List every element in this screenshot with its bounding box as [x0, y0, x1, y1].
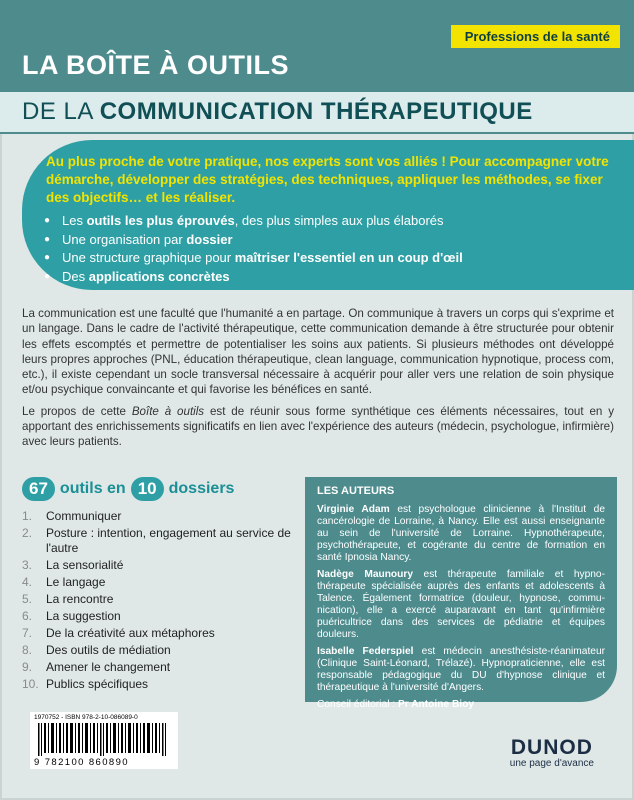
tools-count-badge: 67 [22, 477, 55, 501]
intro-lead: Au plus proche de votre pratique, nos experts sont vos alliés ! Pour accompagner votre démarche, développer des stratégies, des techniques, appliquer les méthodes, se fixer des objectifs… et les réaliser. [46, 154, 609, 205]
toc-item: 9. Amener le changement [22, 660, 171, 674]
folders-label: dossiers [168, 480, 235, 497]
toc-item: 3. La sensorialité [22, 558, 124, 572]
title-line-2-bold: COMMUNICATION THÉRAPEUTIQUE [99, 98, 533, 125]
publisher-logo [510, 736, 594, 769]
toc-item: 1. Communiquer [22, 509, 122, 523]
contents-summary [22, 477, 234, 501]
feature-item: ● Les outils les plus éprouvés, des plus simples aux plus élaborés [44, 212, 604, 231]
toc-item: 4. Le langage [22, 575, 106, 589]
barcode-number: 9 782100 860890 [34, 757, 129, 768]
editorial-advisor: Conseil éditorial : Pr Antoine Bioy [317, 699, 475, 710]
title-line-1: LA BOÎTE À OUTILS [22, 50, 289, 80]
authors-box [305, 477, 617, 710]
title-line-2-prefix: DE LA [22, 98, 100, 125]
toc-item: 2. Posture : intention, engagement au service de l'autre [22, 526, 291, 555]
collection-tag: Professions de la santé [451, 25, 620, 48]
isbn-text: 1970752 - ISBN 978-2-10-086089-0 [34, 714, 138, 721]
description-paragraph-1: La communication est une faculté que l'humanité a en partage. On communique à travers un corps qui s'exprime et un langage. Dans le cadre de l'activité thérapeutique, cette communication demande à être structurée pour obtenir les effets escomptés et permettre de potentialiser les soins aux patients. Si plusieurs méthodes ont développé leurs propres approches (PNL, éducation thérapeutique, clean language, communication hypnotique, process com, etc.), il existe cependant un socle transversal nécessaire à acquérir pour aller vers une relation de soin physique et/ou psychique convaincante et qui favorise les bénéfices en santé. [22, 307, 614, 397]
description-paragraph-2: Le propos de cette Boîte à outils est de réunir sous forme synthétique ces éléments nécessaires, tout en y apportant des enrichissements significatifs en lien avec l'expérience des auteurs (médecin, psychologue, infirmière) avec leurs patients. [22, 404, 615, 449]
toc-item: 6. La suggestion [22, 609, 121, 623]
authors-heading: LES AUTEURS [317, 485, 395, 497]
feature-item: ● Une structure graphique pour maîtriser l'essentiel en un coup d'œil [44, 249, 604, 268]
folders-count-badge: 10 [131, 477, 164, 501]
toc-item: 5. La rencontre [22, 592, 114, 606]
table-of-contents [22, 509, 292, 694]
feature-item: ● Des applications concrètes [44, 268, 604, 287]
toc-item: 8. Des outils de médiation [22, 643, 171, 657]
description [22, 306, 614, 456]
author-bio: Isabelle Federspiel est médecin anesthésiste-réanimateur (Clinique Saint-Léonard, Trélazé). Hypnopraticienne, elle est responsable pédagogique du DU d'hypnose clinique et thérapeutique à l'université d'Angers. [317, 646, 606, 693]
barcode-bars [38, 723, 174, 756]
author-bio: Nadège Maunoury est thérapeute familiale et hypno-thérapeute spécialisée auprès des enfants et adolescents à Talence. Également formatrice (douleur, hypnose, commu-nication), elle a exercé auparavant en tant qu'infirmière puéricultrice dans des services de pédiatrie et équipes douleurs. [317, 569, 605, 640]
feature-item: ● Une organisation par dossier [44, 231, 604, 250]
publisher-name: DUNOD [510, 736, 593, 759]
feature-list [44, 212, 604, 286]
author-bio: Virginie Adam est psychologue clinicienne à l'Institut de cancérologie de Lorraine, à Nancy. Elle est aussi enseignante au sein de l'université de Lorraine. Hypnothérapeute, psychothérapeute, et cogérante du centre de formation en santé Ipnosia Nancy. [317, 504, 605, 563]
tools-label: outils en [59, 480, 126, 497]
title-line-2 [22, 98, 533, 126]
toc-item: 7. De la créativité aux métaphores [22, 626, 215, 640]
toc-item: 10. Publics spécifiques [22, 677, 149, 691]
publisher-tagline: une page d'avance [509, 758, 594, 769]
